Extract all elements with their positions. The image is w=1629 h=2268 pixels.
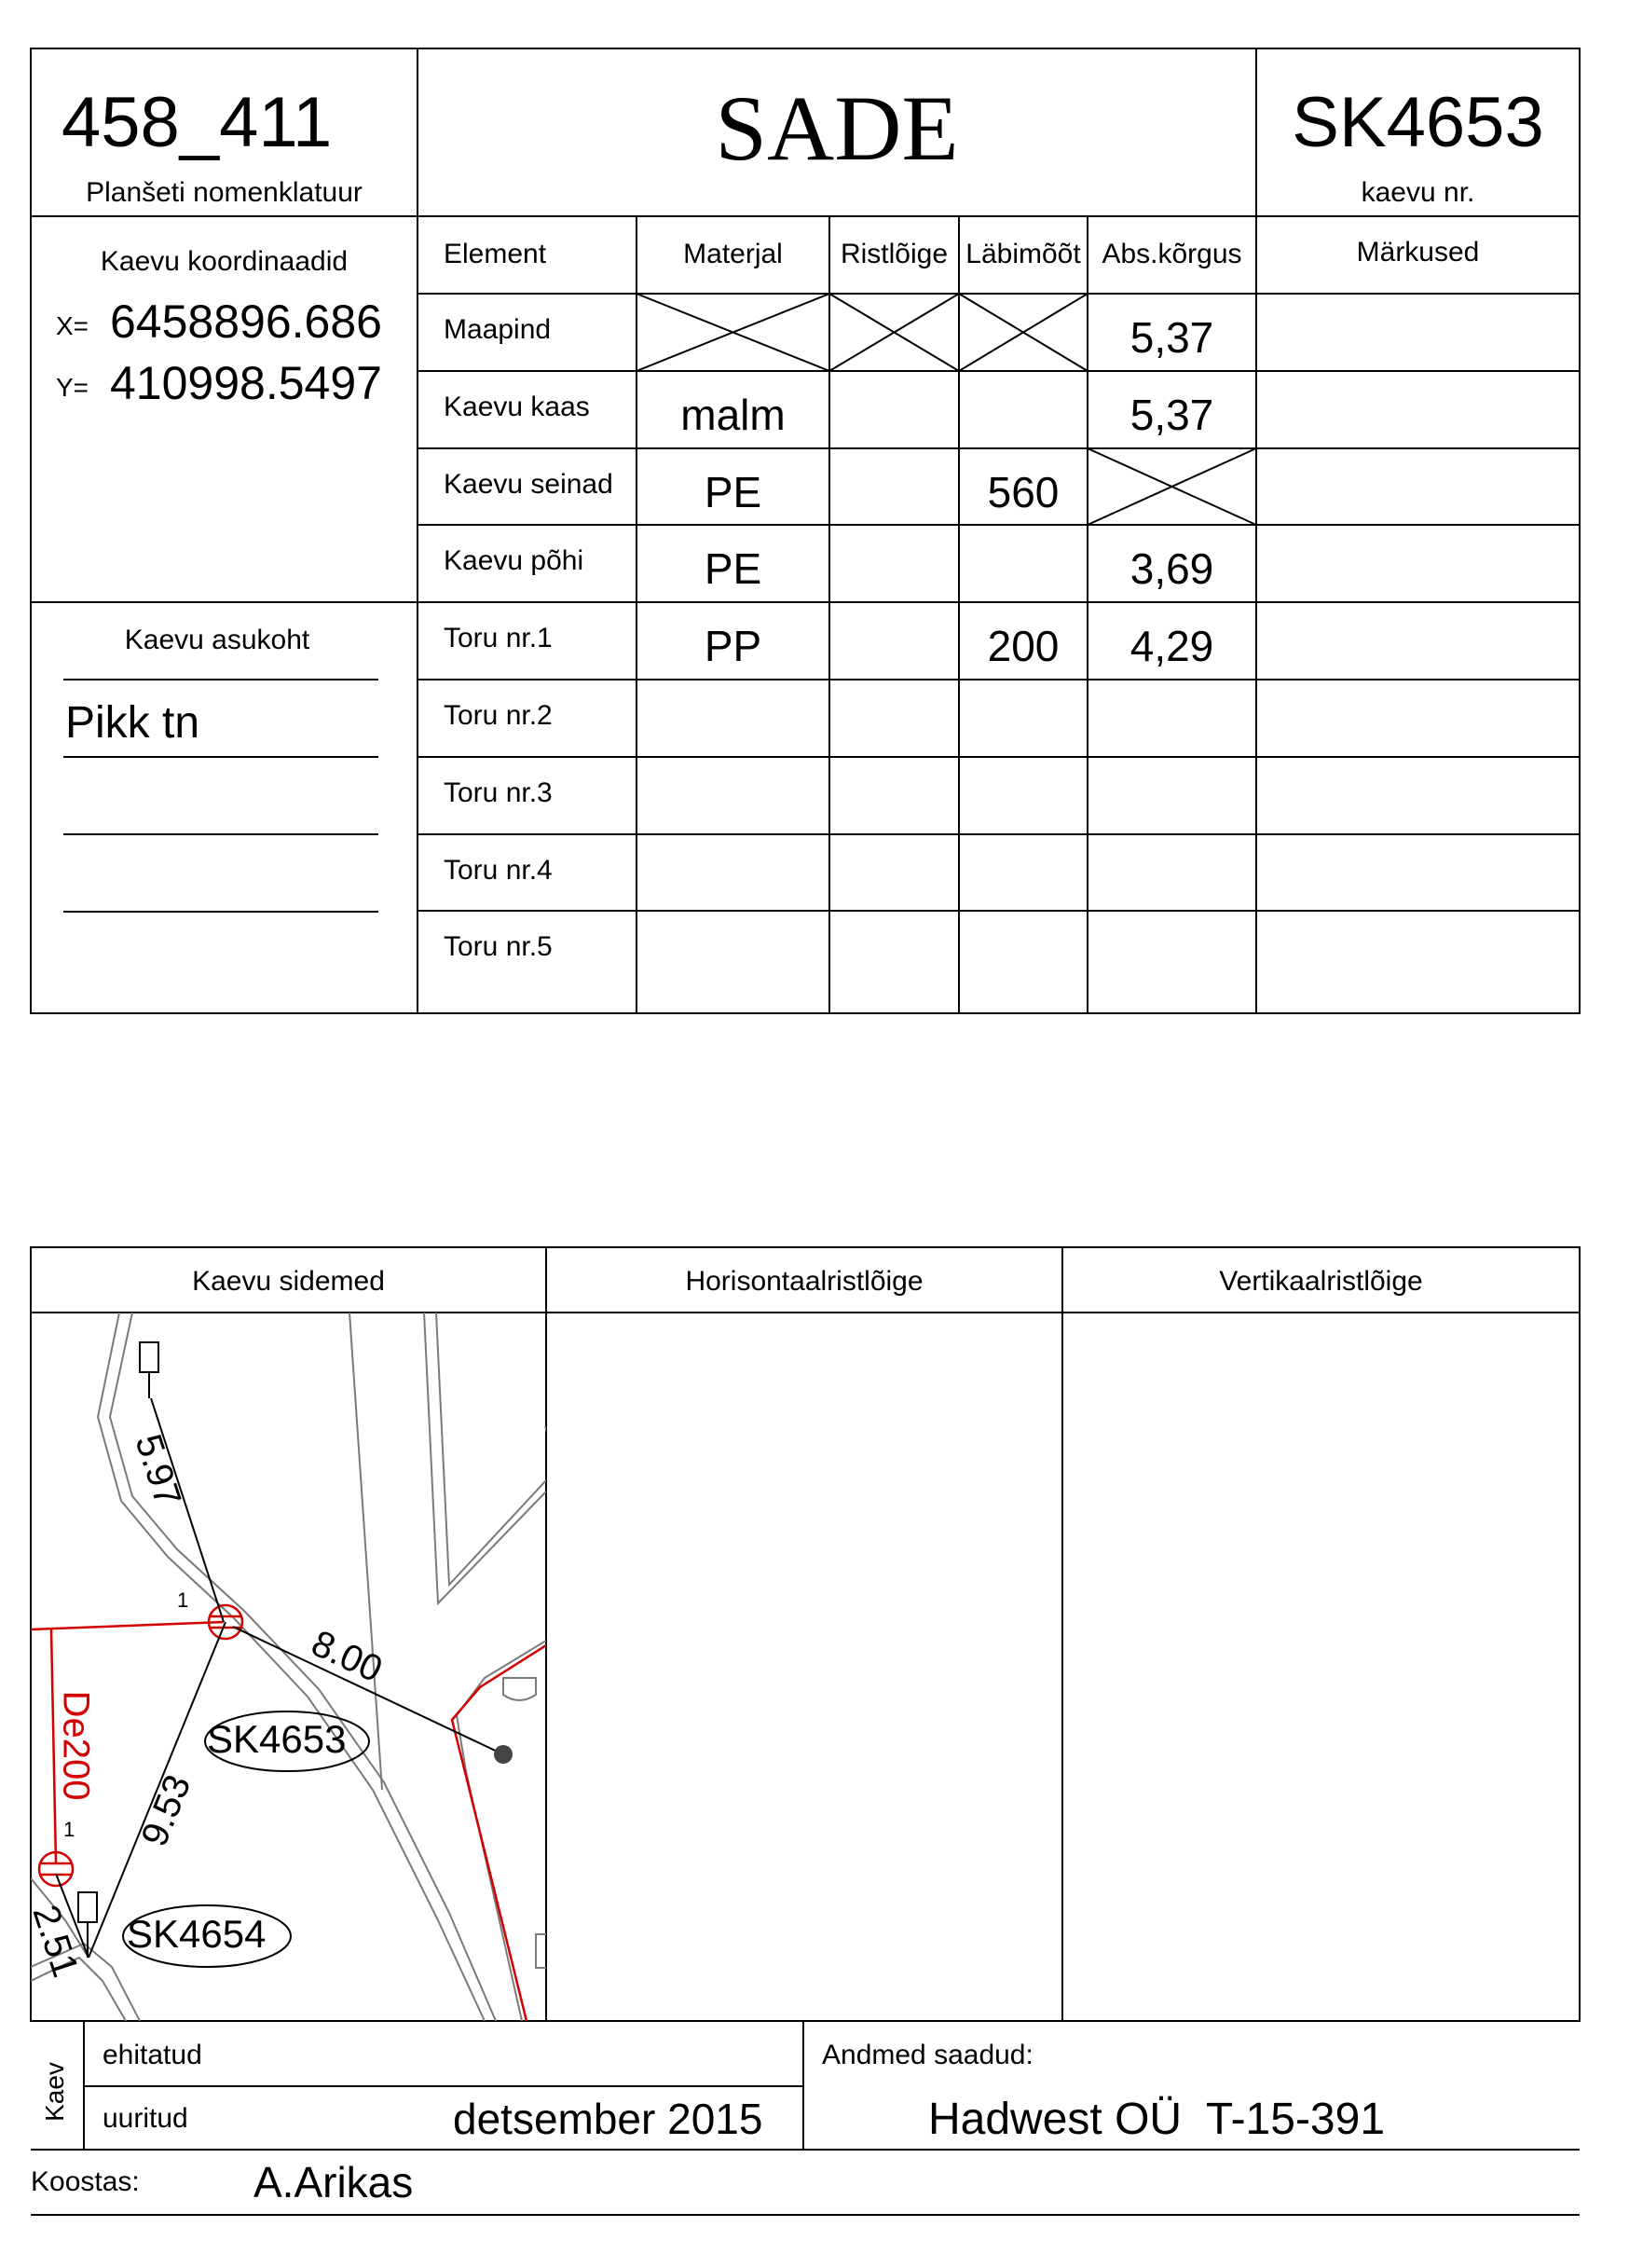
row-element-label: Maapind xyxy=(444,314,552,345)
source-value: Hadwest OÜ T-15-391 xyxy=(928,2095,1386,2144)
hydrant-icon xyxy=(78,1892,97,1922)
well-number-label: kaevu nr. xyxy=(1361,177,1475,208)
x-coordinate: 6458896.686 xyxy=(110,296,382,348)
marker-icon xyxy=(503,1678,536,1700)
col-header-elevation: Abs.kõrgus xyxy=(1102,239,1242,269)
pipe-line xyxy=(452,1645,546,2021)
y-label: Y= xyxy=(56,373,89,402)
col-header-notes: Märkused xyxy=(1356,237,1480,268)
cell-material: PP xyxy=(704,622,762,670)
dimension-label: 2.51 xyxy=(24,1900,87,1983)
cell-material: malm xyxy=(680,391,786,439)
panel-title-ties: Kaevu sidemed xyxy=(192,1266,385,1297)
row-element-label: Toru nr.2 xyxy=(444,700,553,731)
sheet-label: Planšeti nomenklatuur xyxy=(86,177,363,208)
document-title: SADE xyxy=(715,76,959,180)
panel-title-vertical: Vertikaalristlõige xyxy=(1219,1266,1423,1297)
col-header-diameter: Läbimõõt xyxy=(965,239,1081,269)
row-element-label: Toru nr.5 xyxy=(444,931,553,962)
x-label: X= xyxy=(56,311,89,340)
well-label: SK4653 xyxy=(207,1717,347,1761)
author-label: Koostas: xyxy=(31,2166,140,2197)
col-header-material: Materjal xyxy=(683,239,783,269)
author-value: A.Arikas xyxy=(253,2158,414,2206)
row-element-label: Toru nr.3 xyxy=(444,777,553,808)
surveyed-value: detsember 2015 xyxy=(453,2095,763,2143)
built-label: ehitatud xyxy=(103,2040,202,2070)
side-label: Kaev xyxy=(40,2062,69,2122)
cell-elevation: 4,29 xyxy=(1129,622,1214,670)
cell-elevation: 5,37 xyxy=(1129,313,1214,362)
pipe-label: De200 xyxy=(55,1690,97,1801)
node-number: 1 xyxy=(177,1588,189,1612)
location-value: Pikk tn xyxy=(65,698,200,748)
row-element-label: Kaevu seinad xyxy=(444,469,613,500)
col-header-cross: Ristlõige xyxy=(840,239,949,269)
cell-material: PE xyxy=(704,544,762,593)
row-element-label: Toru nr.4 xyxy=(444,855,553,886)
dimension-label: 9.53 xyxy=(133,1768,199,1852)
cell-diameter: 200 xyxy=(987,622,1060,670)
row-element-label: Kaevu põhi xyxy=(444,545,584,576)
source-label: Andmed saadud: xyxy=(822,2040,1034,2070)
cell-material: PE xyxy=(704,468,762,516)
building-edge xyxy=(436,1313,546,1585)
well-number: SK4653 xyxy=(1292,83,1544,162)
row-element-label: Kaevu kaas xyxy=(444,392,590,422)
row-element-label: Toru nr.1 xyxy=(444,623,553,653)
cell-elevation: 5,37 xyxy=(1129,391,1214,439)
location-label: Kaevu asukoht xyxy=(124,625,310,655)
hydrant-icon xyxy=(140,1342,158,1372)
cell-elevation: 3,69 xyxy=(1129,544,1214,593)
col-header-element: Element xyxy=(444,239,547,269)
well-point-icon xyxy=(494,1745,513,1764)
well-label: SK4654 xyxy=(127,1912,267,1956)
panel-title-horizontal: Horisontaalristlõige xyxy=(685,1266,924,1297)
y-coordinate: 410998.5497 xyxy=(110,357,382,409)
cell-diameter: 560 xyxy=(987,468,1060,516)
node-number: 1 xyxy=(63,1818,75,1841)
dimension-label: 8.00 xyxy=(305,1622,389,1691)
coordinates-label: Kaevu koordinaadid xyxy=(100,246,349,277)
sheet-number: 458_411 xyxy=(62,83,333,162)
surveyed-label: uuritud xyxy=(103,2103,188,2134)
dimension-label: 5.97 xyxy=(127,1429,189,1512)
